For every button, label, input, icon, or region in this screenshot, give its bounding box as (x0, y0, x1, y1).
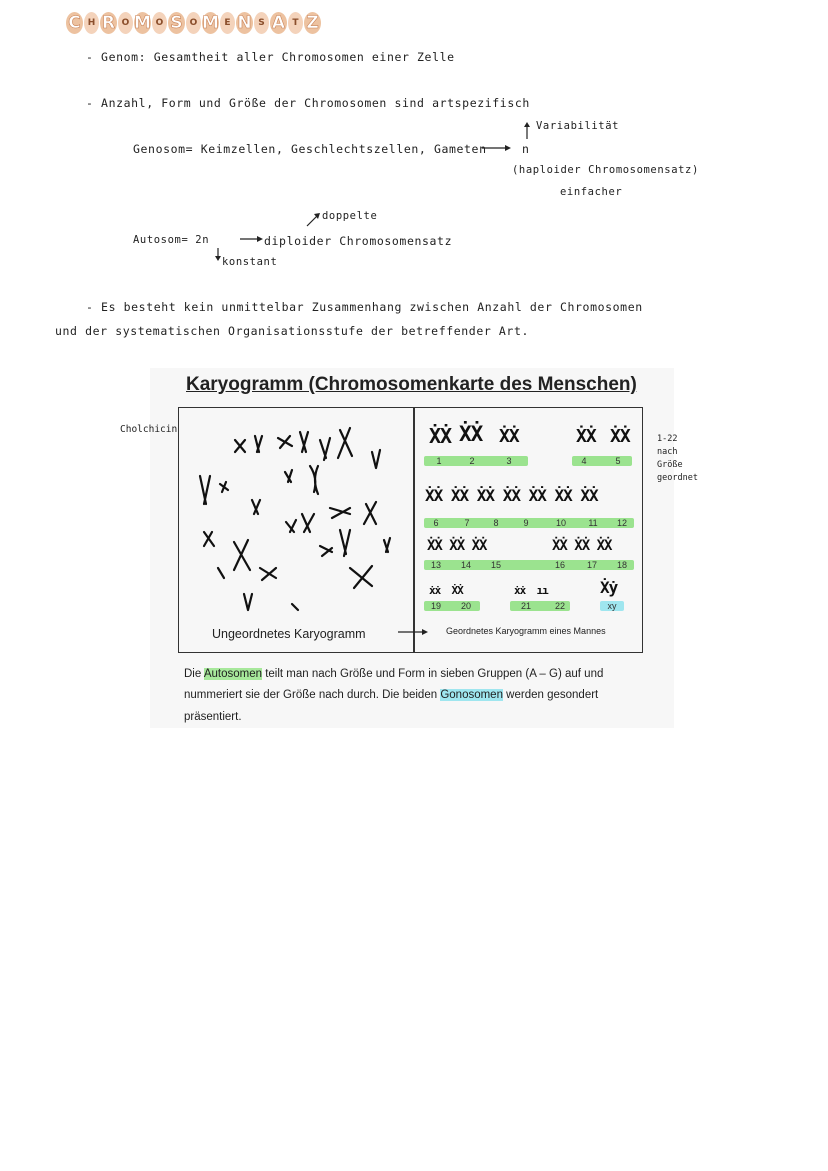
arrow-right-icon (398, 627, 430, 637)
note-haploider: (haploider Chromosomensatz) (512, 164, 699, 176)
label-10: 10 (555, 518, 566, 528)
figure-caption-line-3: präsentiert. (184, 711, 242, 723)
side-note-4: geordnet (657, 473, 698, 483)
title-letter: N (237, 13, 252, 33)
chromosome-pair-5: ẊẊ (610, 426, 630, 447)
label-15: 15 (490, 560, 501, 570)
label-1: 1 (436, 456, 442, 466)
title-letter: M (202, 13, 219, 33)
label-11: 11 (588, 518, 598, 528)
highlight-autosomen: Autosomen (203, 668, 263, 680)
title-letter: A (271, 13, 286, 33)
label-6: 6 (433, 518, 439, 528)
title-letter: O (152, 12, 167, 34)
label-16: 16 (554, 560, 565, 570)
note-und-der: und der systematischen Organisationsstufe der betreffender Art. (55, 324, 529, 338)
note-anzahl: - Anzahl, Form und Größe der Chromosomen sind artspezifisch (86, 96, 530, 110)
label-18: 18 (616, 560, 627, 570)
chromosome-pair-1: ẊẊ (429, 424, 452, 448)
left-caption: Ungeordnetes Karyogramm (212, 627, 366, 641)
chromosome-pair-3: ẊẊ (499, 426, 519, 447)
note-genom: - Genom: Gesamtheit aller Chromosomen einer Zelle (86, 50, 455, 64)
title-letter: O (118, 12, 133, 34)
note-diploider: diploider Chromosomensatz (264, 234, 453, 248)
chromosome-row-3b: ẊẊ ẊẊ ẊẊ (552, 538, 612, 554)
side-note-1: 1-22 (657, 434, 678, 444)
label-5: 5 (615, 456, 621, 466)
title-letter: S (254, 12, 269, 34)
label-21: 21 (520, 601, 531, 611)
title-letter: S (168, 12, 185, 34)
label-17: 17 (586, 560, 597, 570)
label-4: 4 (581, 456, 587, 466)
chromosome-xy: Ẋẏ (600, 578, 618, 597)
label-xy: xy (607, 601, 617, 611)
note-cholchicin: Cholchicin (120, 424, 178, 435)
arrow-right-icon (240, 234, 264, 244)
side-note-2: nach (657, 447, 678, 457)
chromosome-pair-2: ẊẊ (459, 422, 483, 446)
chromosome-row-4b: ẋẋ ıı (514, 584, 548, 597)
label-13: 13 (430, 560, 441, 570)
page-title (66, 12, 321, 34)
note-genosom: Genosom= Keimzellen, Geschlechtszellen, Gameten (133, 142, 487, 156)
note-variabilitaet: Variabilität (536, 120, 620, 132)
note-doppelte: doppelte (322, 210, 378, 222)
label-14: 14 (460, 560, 471, 570)
chromosome-pair-4: ẊẊ (576, 426, 596, 447)
title-letter: T (288, 12, 303, 34)
label-22: 22 (554, 601, 565, 611)
arrow-diagonal-icon (305, 212, 321, 228)
figure-caption-line-1: Die Autosomen teilt man nach Größe und Form in sieben Gruppen (A – G) auf und (184, 668, 604, 680)
label-3: 3 (506, 456, 512, 466)
label-2: 2 (469, 456, 475, 466)
highlight-gonosomen: Gonosomen (440, 689, 503, 701)
title-letter: M (134, 13, 151, 33)
label-20: 20 (460, 601, 471, 611)
chromosome-row-4a: ẋẋ ẊẊ (429, 584, 463, 597)
title-letter: Z (304, 12, 321, 34)
side-note-3: Größe (657, 460, 683, 470)
note-konstant: konstant (222, 256, 278, 268)
title-letter: H (84, 12, 99, 34)
title-letter: R (101, 13, 116, 33)
arrow-right-icon (482, 143, 512, 153)
title-letter: E (220, 12, 235, 34)
label-19: 19 (430, 601, 441, 611)
label-9: 9 (523, 518, 529, 528)
note-autosom: Autosom= 2n (133, 234, 210, 246)
figure-divider (413, 407, 415, 653)
unordered-chromosomes (190, 418, 400, 618)
title-letter: C (66, 12, 83, 34)
arrow-up-icon (522, 122, 532, 140)
label-8: 8 (493, 518, 499, 528)
arrow-down-icon (214, 248, 222, 262)
title-letter: O (186, 12, 201, 34)
right-caption: Geordnetes Karyogramm eines Mannes (446, 626, 606, 636)
note-es-besteht: - Es besteht kein unmittelbar Zusammenhang zwischen Anzahl der Chromosomen (86, 300, 643, 314)
chromosome-row-3a: ẊẊ ẊẊ ẊẊ (427, 538, 487, 554)
chromosome-row-2: ẊẊ ẊẊ ẊẊ ẊẊ ẊẊ ẊẊ ẊẊ (425, 486, 598, 505)
note-einfacher: einfacher (560, 186, 623, 198)
label-7: 7 (464, 518, 470, 528)
figure-title: Karyogramm (Chromosomenkarte des Menschen) (186, 374, 637, 395)
note-n: n (522, 142, 530, 156)
label-12: 12 (616, 518, 627, 528)
figure-caption-line-2: nummeriert sie der Größe nach durch. Die beiden Gonosomen werden gesondert (184, 689, 599, 701)
